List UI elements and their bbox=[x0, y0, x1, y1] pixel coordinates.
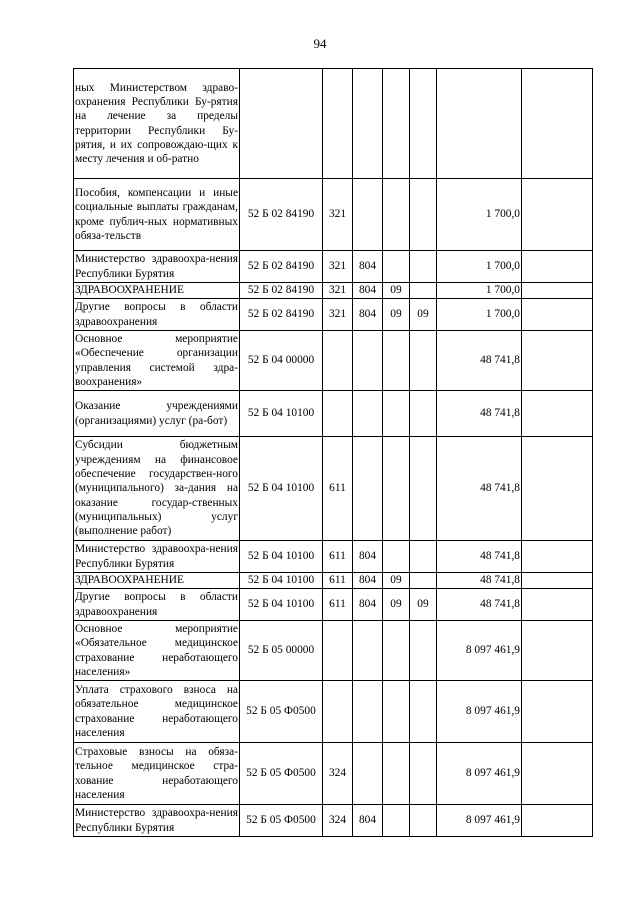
row-csr: 52 Б 04 10100 bbox=[240, 391, 323, 437]
table-row bbox=[74, 589, 593, 621]
row-amount: 8 097 461,9 bbox=[437, 681, 522, 743]
row-pr bbox=[410, 179, 437, 251]
row-extra-cell bbox=[522, 589, 593, 621]
row-extra-cell bbox=[522, 69, 593, 179]
row-name: Субсидии бюджетным учреждениям на финансовое обеспечение государствен-ного (муниципального) за-дания на оказание государ-ственных (муниципальных) услуг (выполнение работ) bbox=[74, 437, 240, 541]
row-vr: 321 bbox=[323, 179, 353, 251]
row-pr bbox=[410, 69, 437, 179]
row-amount: 48 741,8 bbox=[437, 541, 522, 573]
row-grbs bbox=[353, 743, 383, 805]
row-rz bbox=[383, 621, 410, 681]
row-amount: 48 741,8 bbox=[437, 573, 522, 589]
row-amount: 1 700,0 bbox=[437, 299, 522, 331]
row-name: Основное мероприятие «Обязательное медицинское страхование неработающего населения» bbox=[74, 621, 240, 681]
row-name: ЗДРАВООХРАНЕНИЕ bbox=[74, 283, 240, 299]
row-amount: 1 700,0 bbox=[437, 283, 522, 299]
row-rz bbox=[383, 391, 410, 437]
page-number: 94 bbox=[313, 36, 327, 51]
row-vr: 611 bbox=[323, 589, 353, 621]
row-rz bbox=[383, 437, 410, 541]
row-grbs bbox=[353, 681, 383, 743]
row-name: Уплата страхового взноса на обязательное медицинское страхование неработающего населения bbox=[74, 681, 240, 743]
row-extra-cell bbox=[522, 437, 593, 541]
table-row bbox=[74, 299, 593, 331]
table-row bbox=[74, 437, 593, 541]
row-grbs: 804 bbox=[353, 541, 383, 573]
row-amount: 8 097 461,9 bbox=[437, 805, 522, 837]
row-rz: 09 bbox=[383, 589, 410, 621]
row-vr: 611 bbox=[323, 573, 353, 589]
table-row bbox=[74, 805, 593, 837]
row-pr: 09 bbox=[410, 589, 437, 621]
row-grbs: 804 bbox=[353, 805, 383, 837]
row-name: Оказание учреждениями (организациями) услуг (ра-бот) bbox=[74, 391, 240, 437]
row-pr bbox=[410, 251, 437, 283]
row-grbs bbox=[353, 179, 383, 251]
budget-table bbox=[73, 68, 593, 837]
row-amount: 48 741,8 bbox=[437, 437, 522, 541]
row-extra-cell bbox=[522, 331, 593, 391]
row-rz: 09 bbox=[383, 573, 410, 589]
row-amount: 1 700,0 bbox=[437, 179, 522, 251]
row-pr bbox=[410, 805, 437, 837]
row-extra-cell bbox=[522, 179, 593, 251]
row-name: Страховые взносы на обяза-тельное медицинское стра-хование неработающего населения bbox=[74, 743, 240, 805]
row-grbs bbox=[353, 621, 383, 681]
row-grbs: 804 bbox=[353, 251, 383, 283]
table-row bbox=[74, 283, 593, 299]
row-grbs: 804 bbox=[353, 283, 383, 299]
row-vr bbox=[323, 69, 353, 179]
row-amount: 48 741,8 bbox=[437, 589, 522, 621]
row-vr bbox=[323, 391, 353, 437]
row-csr: 52 Б 04 10100 bbox=[240, 589, 323, 621]
row-name: ных Министерством здраво-охранения Республики Бу-рятия на лечение за пределы территории Республики Бу-рятия, и их сопровождаю-щих к месту лечения и об-ратно bbox=[74, 69, 240, 179]
row-amount bbox=[437, 69, 522, 179]
row-pr bbox=[410, 681, 437, 743]
row-rz bbox=[383, 681, 410, 743]
row-pr bbox=[410, 541, 437, 573]
row-name: Другие вопросы в области здравоохранения bbox=[74, 299, 240, 331]
row-csr: 52 Б 05 Ф0500 bbox=[240, 743, 323, 805]
row-name: Министерство здравоохра-нения Республики Бурятия bbox=[74, 251, 240, 283]
table-row bbox=[74, 621, 593, 681]
row-amount: 48 741,8 bbox=[437, 391, 522, 437]
row-rz bbox=[383, 179, 410, 251]
row-pr bbox=[410, 331, 437, 391]
table-row bbox=[74, 743, 593, 805]
row-csr: 52 Б 05 00000 bbox=[240, 621, 323, 681]
table-row bbox=[74, 541, 593, 573]
row-vr bbox=[323, 681, 353, 743]
row-extra-cell bbox=[522, 681, 593, 743]
row-rz bbox=[383, 743, 410, 805]
row-extra-cell bbox=[522, 805, 593, 837]
table-row bbox=[74, 69, 593, 179]
row-amount: 1 700,0 bbox=[437, 251, 522, 283]
row-pr: 09 bbox=[410, 299, 437, 331]
row-name: Пособия, компенсации и иные социальные выплаты гражданам, кроме публич-ных нормативных обяза-тельств bbox=[74, 179, 240, 251]
row-grbs: 804 bbox=[353, 589, 383, 621]
row-vr: 611 bbox=[323, 437, 353, 541]
row-grbs bbox=[353, 69, 383, 179]
row-vr: 324 bbox=[323, 743, 353, 805]
row-csr: 52 Б 04 10100 bbox=[240, 541, 323, 573]
row-rz bbox=[383, 541, 410, 573]
row-extra-cell bbox=[522, 743, 593, 805]
row-rz: 09 bbox=[383, 299, 410, 331]
table-row bbox=[74, 331, 593, 391]
row-extra-cell bbox=[522, 299, 593, 331]
row-rz bbox=[383, 331, 410, 391]
row-grbs bbox=[353, 391, 383, 437]
row-vr bbox=[323, 331, 353, 391]
row-extra-cell bbox=[522, 251, 593, 283]
row-vr: 321 bbox=[323, 299, 353, 331]
row-pr bbox=[410, 437, 437, 541]
row-csr: 52 Б 05 Ф0500 bbox=[240, 805, 323, 837]
row-amount: 8 097 461,9 bbox=[437, 743, 522, 805]
row-name: Министерство здравоохра-нения Республики Бурятия bbox=[74, 541, 240, 573]
row-name: Основное мероприятие «Обеспечение организации управления системой здра-воохранения» bbox=[74, 331, 240, 391]
row-csr: 52 Б 04 10100 bbox=[240, 573, 323, 589]
row-csr: 52 Б 05 Ф0500 bbox=[240, 681, 323, 743]
row-rz bbox=[383, 805, 410, 837]
table-row bbox=[74, 573, 593, 589]
row-pr bbox=[410, 573, 437, 589]
row-extra-cell bbox=[522, 621, 593, 681]
table-row bbox=[74, 681, 593, 743]
row-amount: 8 097 461,9 bbox=[437, 621, 522, 681]
row-vr: 324 bbox=[323, 805, 353, 837]
row-vr: 321 bbox=[323, 283, 353, 299]
row-csr: 52 Б 04 00000 bbox=[240, 331, 323, 391]
row-pr bbox=[410, 621, 437, 681]
row-vr bbox=[323, 621, 353, 681]
row-csr: 52 Б 04 10100 bbox=[240, 437, 323, 541]
row-grbs bbox=[353, 331, 383, 391]
row-csr: 52 Б 02 84190 bbox=[240, 299, 323, 331]
row-amount: 48 741,8 bbox=[437, 331, 522, 391]
row-pr bbox=[410, 283, 437, 299]
row-name: Другие вопросы в области здравоохранения bbox=[74, 589, 240, 621]
table-row bbox=[74, 391, 593, 437]
row-pr bbox=[410, 743, 437, 805]
table-row bbox=[74, 251, 593, 283]
row-csr: 52 Б 02 84190 bbox=[240, 179, 323, 251]
row-grbs bbox=[353, 437, 383, 541]
row-csr: 52 Б 02 84190 bbox=[240, 283, 323, 299]
row-grbs: 804 bbox=[353, 573, 383, 589]
row-rz bbox=[383, 251, 410, 283]
row-csr: 52 Б 02 84190 bbox=[240, 251, 323, 283]
row-pr bbox=[410, 391, 437, 437]
row-name: Министерство здравоохра-нения Республики Бурятия bbox=[74, 805, 240, 837]
row-csr bbox=[240, 69, 323, 179]
row-name: ЗДРАВООХРАНЕНИЕ bbox=[74, 573, 240, 589]
row-vr: 611 bbox=[323, 541, 353, 573]
row-extra-cell bbox=[522, 573, 593, 589]
row-extra-cell bbox=[522, 283, 593, 299]
row-rz bbox=[383, 69, 410, 179]
row-extra-cell bbox=[522, 541, 593, 573]
table-row bbox=[74, 179, 593, 251]
row-rz: 09 bbox=[383, 283, 410, 299]
row-grbs: 804 bbox=[353, 299, 383, 331]
row-vr: 321 bbox=[323, 251, 353, 283]
row-extra-cell bbox=[522, 391, 593, 437]
